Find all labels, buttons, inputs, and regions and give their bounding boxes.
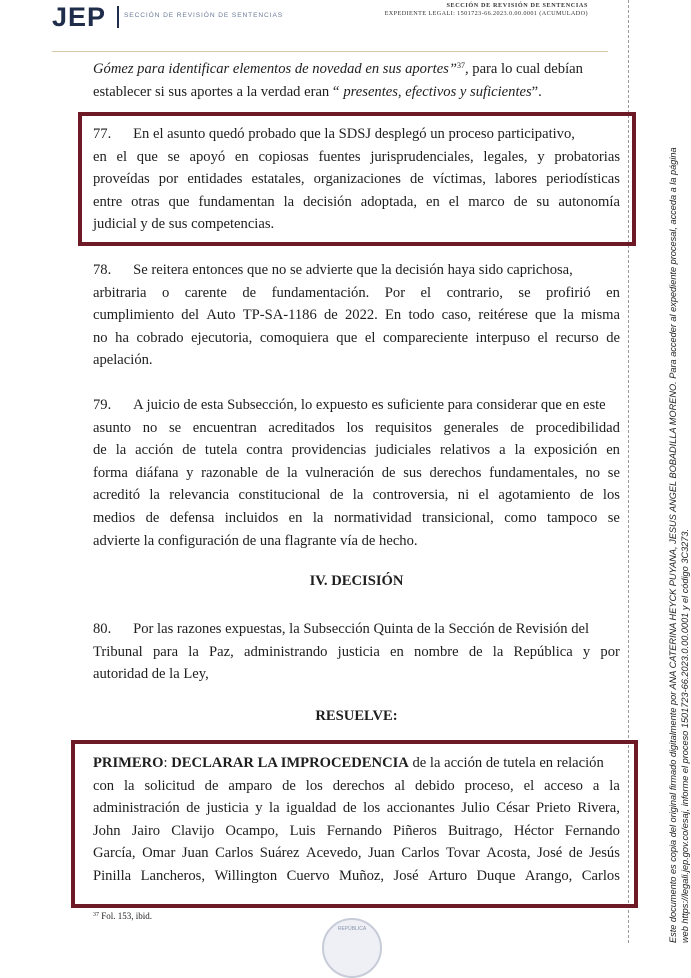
p77-line-3: proveídas por entidades estatales, organizaciones de víctimas, labores periodísticas	[93, 171, 620, 188]
p78-number: 78.	[93, 262, 112, 278]
intro-paragraph	[93, 58, 620, 103]
p77-line-2: en el que se apoyó en copiosas fuentes jurisprudenciales, legales, y probatorias	[93, 148, 620, 165]
primero-decision: DECLARAR LA IMPROCEDENCIA	[171, 755, 409, 771]
header-rule	[52, 51, 608, 52]
logo-divider	[117, 6, 119, 28]
p77-line-5: judicial y de sus competencias.	[93, 216, 275, 233]
primero-line-3: administración de justicia y la igualdad de los accionantes Julio César Prieto Rivera,	[93, 800, 620, 817]
primero-line-5: García, Omar Juan Carlos Suárez Acevedo, Juan Carlos Tovar Acosta, José de Jesús	[93, 845, 620, 862]
p79-line-1	[93, 394, 620, 417]
header-expediente: EXPEDIENTE LEGALI: 1501723-66.2023.0.00.0001 (ACUMULADO)	[384, 10, 588, 17]
intro-line-2-italic: presentes, efectivos y suficientes	[343, 83, 532, 100]
header-reference	[385, 2, 588, 18]
paragraph-78	[93, 259, 620, 372]
p79-line-2: asunto no se encuentran acreditados los requisitos generales de procedibilidad	[93, 419, 620, 436]
p77-text-1: En el asunto quedó probado que la SDSJ desplegó un proceso participativo,	[133, 126, 575, 142]
logo-subtitle: SECCIÓN DE REVISIÓN DE SENTENCIAS	[124, 12, 284, 19]
p78-line-3: cumplimiento del Auto TP-SA-1186 de 2022. En todo caso, reitérese que la misma	[93, 307, 620, 324]
primero-line-2: con la solicitud de amparo de los derechos al debido proceso, el acceso a la	[93, 777, 620, 794]
primero-line-1	[93, 752, 620, 775]
p77-line-4: entre otras que fundamentan la decisión adoptada, en el marco de su autonomía	[93, 193, 620, 210]
footnote-ref: 37	[456, 61, 465, 70]
intro-line-2	[93, 81, 620, 104]
intro-line-2-plain: establecer si sus aportes a la verdad eran “	[93, 83, 340, 100]
p78-text-1: Se reitera entonces que no se advierte que la decisión haya sido caprichosa,	[133, 262, 573, 278]
intro-line-1	[93, 58, 620, 81]
document-header	[0, 0, 677, 50]
intro-line-1-rest: , para lo cual debían	[464, 61, 583, 77]
footnote	[93, 911, 152, 921]
p79-line-3: de la acción de tutela contra providencias judiciales relativos a la exposición en	[93, 442, 620, 459]
primero-paragraph	[93, 752, 620, 888]
primero-line-1-rest: de la acción de tutela en relación	[412, 755, 604, 771]
p79-line-6: medios de defensa incluidos en la normatividad transicional, como tampoco se	[93, 509, 620, 526]
paragraph-79	[93, 394, 620, 552]
p79-line-5: acreditó la relevancia constitucional de la controversia, ni el agotamiento de los	[93, 487, 620, 504]
p79-number: 79.	[93, 397, 112, 413]
header-section-title: SECCIÓN DE REVISIÓN DE SENTENCIAS	[446, 2, 588, 9]
p77-number: 77.	[93, 126, 112, 142]
primero-label: PRIMERO	[93, 755, 164, 771]
footnote-number: 37	[93, 912, 99, 918]
section-heading: IV. DECISIÓN	[309, 573, 404, 589]
primero-line-4: John Jairo Clavijo Ocampo, Luis Fernando Piñeros Buitrago, Héctor Fernando	[93, 822, 620, 839]
paragraph-80	[93, 618, 620, 686]
jep-logo: JEP	[52, 2, 107, 32]
republic-seal	[322, 918, 382, 978]
p79-text-1: A juicio de esta Subsección, lo expuesto es suficiente para considerar que en este	[133, 397, 606, 413]
signature-note-line-1: Este documento es copia del original firmado digitalmente por ANA CATERINA HEYCK PUYANA, JESUS ANGEL BOBADILLA MORENO. Para acceder al expediente procesal, acceda a la página	[668, 147, 678, 943]
p77-line-1	[93, 123, 620, 146]
footnote-text: Fol. 153, ibid.	[101, 911, 153, 921]
p78-line-1	[93, 259, 620, 282]
digital-signature-note	[667, 63, 691, 943]
paragraph-77	[93, 123, 620, 236]
intro-italic-quote: Gómez para identificar elementos de novedad en sus aportes”	[93, 61, 457, 77]
p80-number: 80.	[93, 621, 112, 637]
primero-line-6: Pinilla Lancheros, Willington Cuervo Muñoz, José Arturo Duque Arango, Carlos	[93, 867, 620, 884]
intro-line-2-end: ”.	[531, 83, 542, 100]
p79-line-7: advierte la configuración de una flagrante vía de hecho.	[93, 532, 418, 549]
p80-line-1	[93, 618, 620, 641]
p80-text-1: Por las razones expuestas, la Subsección Quinta de la Sección de Revisión del	[133, 621, 590, 637]
p78-line-2: arbitraria o carente de fundamentación. Por el contrario, se profirió en	[93, 284, 620, 301]
p80-line-3: autoridad de la Ley,	[93, 666, 209, 683]
p79-line-4: forma diáfana y razonable de la vulneración de sus derechos fundamentales, no se	[93, 464, 620, 481]
signature-note-line-2: web https://legali.jep.gov.co/esaj, informe el proceso 1501723-66.2023.0.00.0001 y el código 3C3273.	[680, 528, 690, 943]
resuelve-heading: RESUELVE:	[315, 708, 398, 724]
p80-line-2: Tribunal para la Paz, administrando justicia en nombre de la República y por	[93, 643, 620, 660]
seal-text: REPÚBLICA	[337, 926, 367, 932]
p78-line-5: apelación.	[93, 352, 153, 369]
primero-colon: :	[163, 755, 168, 771]
p78-line-4: no ha cobrado ejecutoria, comoquiera que el compareciente interpuso el recurso de	[93, 329, 620, 346]
